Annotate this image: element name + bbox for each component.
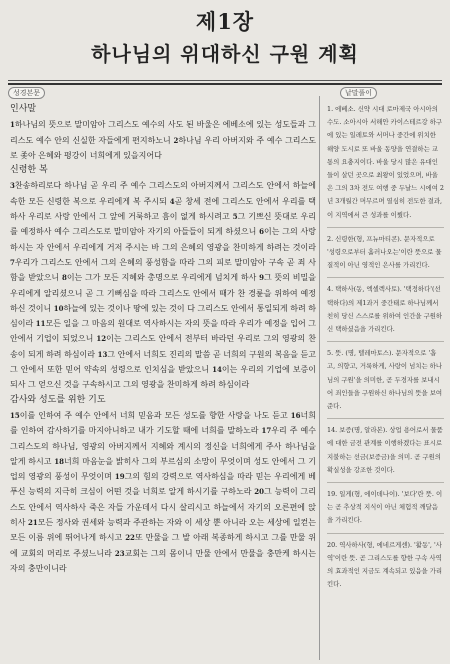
glossary-entry: 19. 일게(형, 에이데나이). '보다'란 뜻. 이는 곧 추상적 지식이 아닌 체험적 깨달음을 가리킨다. xyxy=(327,487,444,534)
scripture-paragraph xyxy=(8,117,316,163)
verse-number: 8 xyxy=(61,273,67,283)
verse-number: 14 xyxy=(212,365,222,375)
glossary-entry: 14. 보증(명, 알라본). 상업 용어로서 물품에 대한 금전 관계를 이행하겠다는 표시로 지불하는 선금(보증금)을 의미. 곧 구원의 확실성을 강조한 것이다. xyxy=(327,423,444,483)
verse-text: 하나님 우리 아버지와 주 예수 그리스도로 좇아 은혜와 평강이 너희에게 있을지어다 xyxy=(10,135,316,160)
verse-number: 6 xyxy=(259,227,265,237)
verse-text: 이는 그가 모든 지혜와 총명으로 우리에게 넘치게 하사 xyxy=(66,273,260,283)
verse-number: 7 xyxy=(10,257,15,267)
verse-number: 20 xyxy=(254,487,265,497)
verse-number: 9 xyxy=(259,273,265,283)
verse-text: 찬송하리로다 하나님 곧 우리 주 예수 그리스도의 아버지께서 그리스도 안에서 하늘에 속한 모든 신령한 복으로 우리에게 복 주시되 xyxy=(10,181,316,206)
verse-text: 그 능력이 그리스도 안에서 역사하사 죽은 자들 가운데서 다시 살리시고 하늘에서 자기의 오른편에 앉히사 xyxy=(10,487,316,528)
scripture-paragraph xyxy=(8,408,316,576)
glossary-column xyxy=(327,102,444,601)
header-rule xyxy=(8,80,442,81)
verse-text: 하나님의 뜻으로 말미암아 그리스도 예수의 사도 된 바울은 에베소에 있는 성도들과 그리스도 예수 안의 신실한 자들에게 편지하노니 xyxy=(10,120,316,145)
verse-text: 이는 그의 사랑하시는 자 안에서 우리에게 거저 주시는 바 그의 은혜의 영광을 찬미하게 하려는 것이라 xyxy=(10,227,316,252)
verse-text: 또 만물을 그 발 아래 복종하게 하시고 그를 만물 위에 교회의 머리로 주셨느니라 xyxy=(10,533,316,558)
header-rule-thick xyxy=(8,83,442,85)
verse-text: 하늘에 있는 것이나 땅에 있는 것이 다 그리스도 안에서 통일되게 하려 하심이라 xyxy=(10,303,316,329)
chapter-heading: 제1장 xyxy=(195,9,255,34)
glossary-entry: 5. 뜻. (명, 텔레마토스). 문자적으로 '흡고, 의향고, 거룩하게, 사랑이 넘치는 하나님의 구원'을 의미한, 곧 두경자를 보내시어 죄인들을 구원하신 하나님의 뜻을 보여준다. xyxy=(327,346,444,419)
verse-number: 1 xyxy=(10,120,15,130)
section-heading: 감사와 성도를 위한 기도 xyxy=(10,394,106,405)
verse-number: 23 xyxy=(114,548,125,558)
glossary-entry: 4. 택하사(동, 엑셀렉사토). '택정하다'(선택하다)의 제1과거 중간태로 하나님께서 친히 당신 스스로를 위하여 인간을 구원하신 택하셨음을 가리킨다. xyxy=(327,282,444,342)
glossary-entry: 2. 신령한(형, 프뉴마티콘). 문자적으로 '성령으로부터 흘러나오는'이란 뜻으로 물질적이 아닌 영적인 은사를 가리킨다. xyxy=(327,232,444,279)
verse-text: 너희를 인하여 감사하기를 마지아니하고 내가 기도할 때에 너희를 말하노라 xyxy=(10,410,316,436)
scripture-paragraph xyxy=(8,178,316,392)
verse-text: 그의 힘의 강력으로 역사하심을 따라 믿는 우리에게 베푸신 능력의 지극히 크심이 어떤 것을 너희로 알게 하시기를 구하노라 xyxy=(10,472,316,497)
main-text-label: 성경본문 xyxy=(8,87,45,99)
verse-number: 10 xyxy=(53,303,64,313)
verse-text: 우리가 그리스도 안에서 그의 은혜의 풍성함을 따라 그의 피로 말미암아 구속 곧 죄 사함을 받았으니 xyxy=(10,257,316,283)
verse-text: 모든 정사와 권세와 능력과 주관하는 자와 이 세상 뿐 아니라 오는 세상에 일컫는 모든 이름 위에 뛰어나게 하시고 xyxy=(10,518,317,543)
verse-number: 5 xyxy=(232,212,238,222)
verse-number: 15 xyxy=(10,410,20,420)
verse-text: 그 안에서 너희도 진리의 말씀 곧 너희의 구원의 복음을 듣고 그 안에서 또한 믿어 약속의 성령으로 인치심을 받았으니 xyxy=(10,349,317,375)
verse-number: 12 xyxy=(96,334,107,344)
notes-label: 낱말풀이 xyxy=(340,87,377,99)
verse-text: 그 뜻의 비밀을 우리에게 알리셨으니 곧 그 기뻐심을 따라 그리스도 안에서 때가 찬 경륜을 위하여 예정하신 것이니 xyxy=(10,273,316,313)
verse-number: 17 xyxy=(261,426,272,436)
page-title: 하나님의 위대하신 구원 계획 xyxy=(91,42,359,66)
section-heading: 신령한 복 xyxy=(10,165,48,176)
verse-number: 3 xyxy=(10,181,15,191)
section-heading: 인사말 xyxy=(10,104,37,114)
verse-text: 교회는 그의 몸이니 만물 안에서 만물을 충만케 하시는 자의 충만이니라 xyxy=(10,548,316,573)
verse-number: 13 xyxy=(97,349,108,359)
verse-number: 21 xyxy=(28,518,38,528)
column-divider xyxy=(319,96,320,660)
verse-number: 19 xyxy=(114,472,125,482)
verse-number: 2 xyxy=(173,135,179,145)
verse-number: 4 xyxy=(169,196,175,206)
verse-text: 이는 그리스도 안에서 전부터 바라던 우리로 그의 영광의 찬송이 되게 하려 하심이라 xyxy=(10,334,316,359)
verse-text: 너희 마음눈을 밝히사 그의 부르심의 소망이 무엇이며 성도 안에서 그 기업의 영광의 풍성이 무엇이며 xyxy=(10,456,316,482)
verse-number: 11 xyxy=(35,319,46,329)
verse-text: 이는 우리의 기업에 보증이 되사 그 얻으신 것을 구속하시고 그의 영광을 찬미하게 하려 하심이라 xyxy=(10,365,316,390)
glossary-entry: 1. 에베소. 신약 시대 로마제국 아시아의 수도. 소아시아 서해안 카이스테르강 하구에 있는 일레토와 서머나 중간에 위치한 해양 도시로 또 바울 동양을 연결하는 교통의 요충지이다. 바울 당시 많은 유대인들이 살던 곳으로 최왕이 있었으며, 바울은 그의 3차 전도 여행 중 두날느 시에여 2년 3개월간 머무르며 열심히 전도한 결과, 이 지역에서 큰 성과를 이뤘다. xyxy=(327,102,444,228)
verse-number: 18 xyxy=(54,456,64,466)
verse-text: 이를 인하여 주 예수 안에서 너희 믿음과 모든 성도를 향한 사랑을 나도 듣고 xyxy=(19,410,291,420)
glossary-entry: 20. 역사하사(형, 에네르게센). '활동', '사역'이란 뜻. 곧 그리스도를 향한 구속 사역의 효과적인 지금도 계속되고 있음을 가리킨다. xyxy=(327,540,443,589)
verse-text: 우리 주 예수 그리스도의 하나님, 영광의 아버지께서 지혜와 계시의 정신을 너희에게 주사 하나님을 알게 하시고 xyxy=(10,426,316,466)
verse-text: 모든 일을 그 마음의 원대로 역사하시는 자의 뜻을 따라 우리가 예정을 입어 그 안에서 기업이 되었으니 xyxy=(10,319,316,344)
verse-text: 곧 창세 전에 그리스도 안에서 우리를 택하사 우리로 사랑 안에서 그 앞에 거룩하고 흠이 없게 하시려고 xyxy=(10,196,316,222)
scripture-column xyxy=(8,102,316,576)
verse-text: 그 기쁘신 뜻대로 우리를 예정하사 예수 그리스도로 말미암아 자기의 아들들이 되게 하셨으니 xyxy=(10,212,316,237)
verse-number: 22 xyxy=(125,533,135,543)
verse-number: 16 xyxy=(290,410,301,420)
